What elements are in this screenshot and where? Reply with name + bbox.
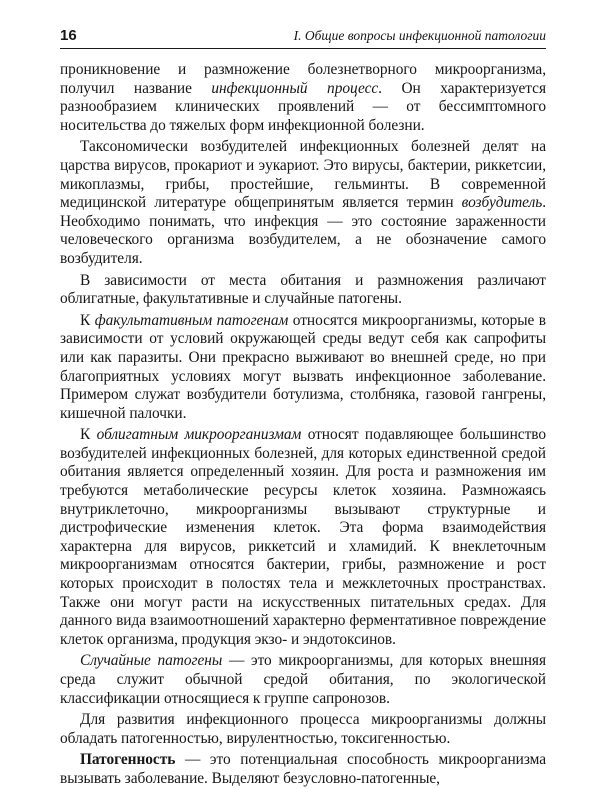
text-run: — это потенциальная способность микроорганизма вызывать заболевание. Выделяют безусловно-патогенные,: [60, 751, 546, 787]
text-run: Таксономически возбудителей инфекционных болезней делят на царства вирусов, прокариот и эукариот. Это вирусы, бактерии, риккетсии, микоплазмы, грибы, простейшие, гельминты. В современной медицинской литературе общепринятым является термин: [60, 138, 546, 212]
text-run: относят подавляющее большинство возбудителей инфекционных болезней, для которых единственной средой обитания является определенный хозяин. Для роста и размножения им требуются метаболические ресурсы клеток хозяина. Размножаясь внутриклеточно, микроорганизмы вызывают структурные и дистрофические изменения клеток. Эта форма взаимодействия характерна для вирусов, риккетсий и хламидий. К внеклеточным микроорганизмам относятся бактерии, грибы, размножение и рост которых происходит в полостях тела и межклеточных пространствах. Также они могут расти на искусственных питательных средах. Для данного вида взаимоотношений характерно ферментативное повреждение клеток организма, продукция экзо- и эндотоксинов.: [60, 426, 546, 648]
paragraph: [60, 751, 546, 788]
running-header: [60, 28, 546, 49]
italic-term: факультативным патогенам: [94, 311, 289, 329]
text-run: — это микроорганизмы, для которых внешняя среда служит обычной средой обитания, по экологической классификации относящиеся к группе сапронозов.: [60, 652, 546, 707]
running-title: I. Общие вопросы инфекционной патологии: [293, 28, 546, 43]
text-run: К: [80, 311, 95, 329]
bold-term: Патогенность: [80, 751, 176, 769]
text-run: . Он характеризуется разнообразием клинических проявлений — от бессимптомного носительства до тяжелых форм инфекционной болезни.: [60, 79, 546, 134]
text-run: . Необходимо понимать, что инфекция — это состояние зараженности человеческого организма возбудителем, а не обозначение самого возбудителя.: [60, 194, 546, 267]
text-run: В зависимости от места обитания и размножения различают облигатные, факультативные и случайные патогены.: [60, 271, 546, 308]
italic-term: инфекционный процесс: [211, 79, 379, 97]
text-run: К: [80, 426, 97, 444]
paragraph: [60, 138, 546, 268]
paragraph: [60, 312, 546, 424]
italic-term: возбудитель: [461, 194, 543, 212]
paragraph: [60, 426, 546, 649]
italic-term: облигатным микроорганизмам: [96, 426, 302, 444]
paragraph: [60, 272, 546, 309]
text-run: относятся микроорганизмы, которые в зависимости от условий окружающей среды ведут себя как сапрофиты или как паразиты. Они прекрасно выживают во внешней среде, но при благоприятных условиях могут вызвать инфекционное заболевание. Примером служат возбудители ботулизма, столбняка, газовой гангрены, кишечной палочки.: [60, 311, 546, 422]
page-number: 16: [60, 27, 77, 44]
italic-term: Случайные патогены: [80, 652, 223, 670]
paragraph: [60, 652, 546, 708]
text-run: Для развития инфекционного процесса микроорганизмы должны обладать патогенностью, вирулентностью, токсигенностью.: [60, 711, 546, 747]
text-run: проникновение и размножение болезнетворного микроорганизма, получил название: [60, 61, 546, 97]
paragraph: [60, 711, 546, 748]
body-text: [60, 61, 546, 789]
paragraph: [60, 61, 546, 135]
book-page: [60, 28, 546, 789]
